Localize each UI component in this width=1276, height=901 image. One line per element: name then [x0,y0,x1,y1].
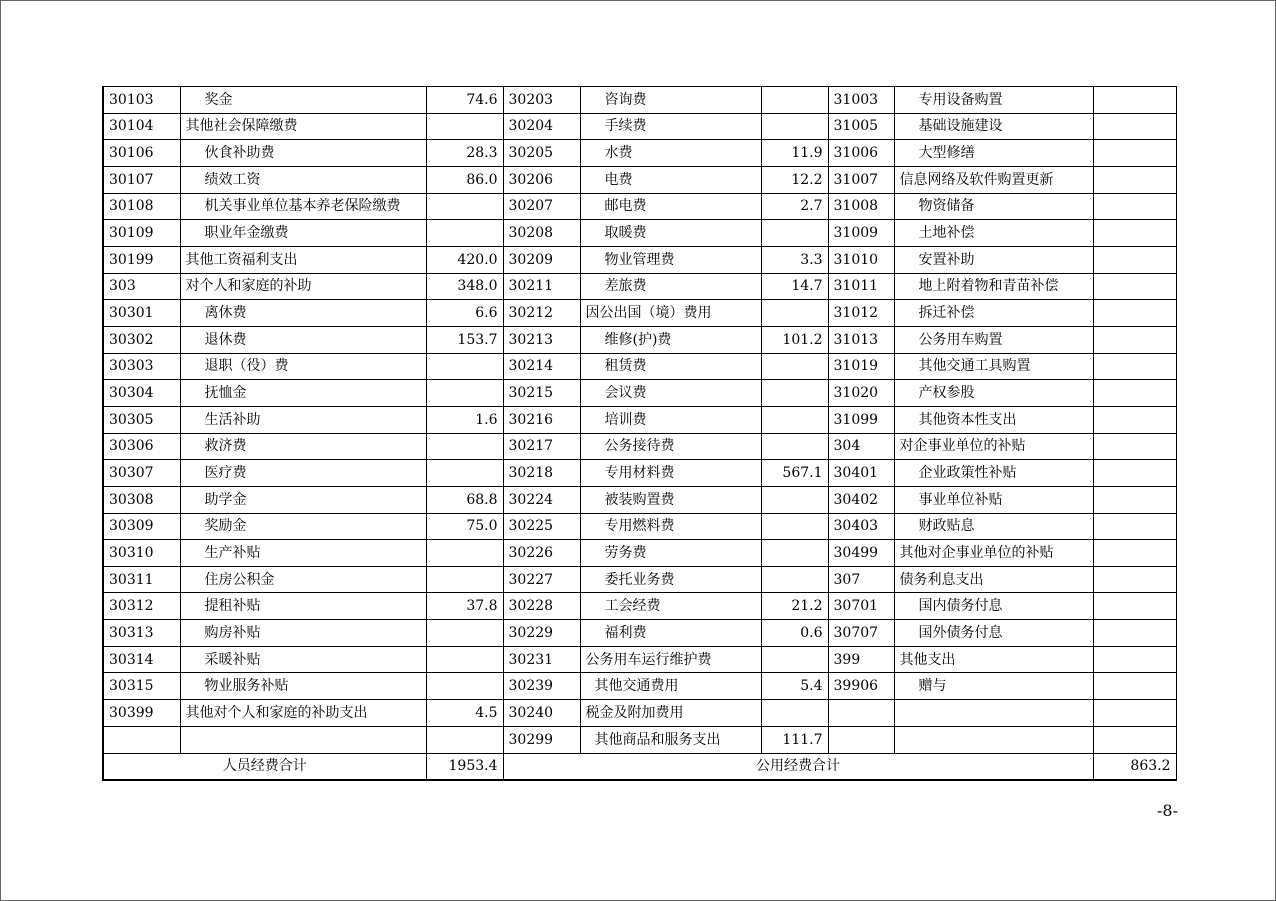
cell-value-2 [761,646,828,673]
cell-code-1: 30308 [103,486,180,513]
cell-name-2: 租赁费 [580,353,761,380]
cell-code-2: 30203 [503,87,580,114]
cell-code-2: 30231 [503,646,580,673]
cell-code-1: 30109 [103,220,180,247]
cell-name-2: 水费 [580,140,761,167]
cell-code-3: 31012 [828,300,894,327]
table-row [103,620,1176,647]
cell-name-2: 公务用车运行维护费 [580,646,761,673]
public-total-value: 863.2 [1093,753,1176,780]
cell-code-3: 31020 [828,380,894,407]
cell-code-2: 30208 [503,220,580,247]
cell-name-1: 提租补贴 [180,593,426,620]
cell-code-2: 30217 [503,433,580,460]
cell-name-1: 购房补贴 [180,620,426,647]
cell-value-3 [1093,353,1176,380]
cell-name-3: 安置补助 [894,246,1093,273]
cell-name-1: 助学金 [180,486,426,513]
cell-code-3: 30499 [828,540,894,567]
table-row [103,646,1176,673]
cell-value-2 [761,540,828,567]
cell-value-3 [1093,273,1176,300]
cell-code-3 [828,700,894,727]
cell-name-2: 工会经费 [580,593,761,620]
cell-value-1: 28.3 [426,140,503,167]
cell-value-3 [1093,140,1176,167]
cell-value-1 [426,193,503,220]
cell-name-3: 国外债务付息 [894,620,1093,647]
cell-value-3 [1093,380,1176,407]
cell-value-2: 14.7 [761,273,828,300]
table-row [103,87,1176,114]
cell-name-3: 其他支出 [894,646,1093,673]
cell-value-3 [1093,87,1176,114]
cell-value-1: 86.0 [426,166,503,193]
cell-name-2: 被装购置费 [580,486,761,513]
cell-value-3 [1093,300,1176,327]
table-row [103,406,1176,433]
cell-name-1: 医疗费 [180,460,426,487]
cell-value-3 [1093,726,1176,753]
cell-name-2: 福利费 [580,620,761,647]
cell-name-1: 其他对个人和家庭的补助支出 [180,700,426,727]
cell-code-2: 30240 [503,700,580,727]
cell-name-1: 物业服务补贴 [180,673,426,700]
cell-name-2: 咨询费 [580,87,761,114]
cell-code-3: 399 [828,646,894,673]
cell-value-1: 74.6 [426,87,503,114]
cell-code-1: 30104 [103,113,180,140]
cell-code-3: 30403 [828,513,894,540]
cell-value-1 [426,353,503,380]
cell-value-3 [1093,220,1176,247]
cell-value-2: 101.2 [761,326,828,353]
cell-name-3: 公务用车购置 [894,326,1093,353]
cell-name-2: 邮电费 [580,193,761,220]
cell-name-3: 地上附着物和青苗补偿 [894,273,1093,300]
cell-code-3: 30401 [828,460,894,487]
cell-code-1: 30309 [103,513,180,540]
cell-value-2 [761,220,828,247]
cell-code-1: 30108 [103,193,180,220]
public-total-label: 公用经费合计 [503,753,1093,780]
cell-value-2 [761,433,828,460]
table-row [103,140,1176,167]
cell-code-1: 303 [103,273,180,300]
cell-value-2: 5.4 [761,673,828,700]
cell-name-3: 事业单位补贴 [894,486,1093,513]
cell-code-2: 30228 [503,593,580,620]
cell-name-1 [180,726,426,753]
cell-value-3 [1093,193,1176,220]
table-body [103,87,1176,754]
cell-name-1: 对个人和家庭的补助 [180,273,426,300]
cell-code-3: 31009 [828,220,894,247]
cell-value-2 [761,300,828,327]
cell-value-3 [1093,700,1176,727]
cell-name-1: 抚恤金 [180,380,426,407]
cell-code-2: 30216 [503,406,580,433]
table-row [103,700,1176,727]
cell-name-2: 电费 [580,166,761,193]
cell-code-1: 30303 [103,353,180,380]
cell-name-1: 生产补贴 [180,540,426,567]
cell-code-1: 30107 [103,166,180,193]
cell-value-1 [426,380,503,407]
cell-code-3: 30707 [828,620,894,647]
table-row [103,433,1176,460]
cell-code-2: 30215 [503,380,580,407]
cell-value-2: 111.7 [761,726,828,753]
cell-code-2: 30226 [503,540,580,567]
cell-name-3: 债务利息支出 [894,566,1093,593]
cell-code-1: 30301 [103,300,180,327]
table-row [103,193,1176,220]
cell-name-2: 专用材料费 [580,460,761,487]
cell-value-1: 68.8 [426,486,503,513]
cell-code-3: 31007 [828,166,894,193]
cell-name-1: 其他工资福利支出 [180,246,426,273]
cell-code-2: 30207 [503,193,580,220]
cell-name-1: 离休费 [180,300,426,327]
cell-name-1: 机关事业单位基本养老保险缴费 [180,193,426,220]
table-row [103,166,1176,193]
cell-name-2: 专用燃料费 [580,513,761,540]
cell-value-2: 3.3 [761,246,828,273]
cell-code-2: 30205 [503,140,580,167]
cell-name-2: 其他交通费用 [580,673,761,700]
budget-table [102,86,1177,781]
cell-code-3: 307 [828,566,894,593]
cell-code-3: 31008 [828,193,894,220]
cell-code-3: 31011 [828,273,894,300]
cell-code-1: 30306 [103,433,180,460]
cell-value-3 [1093,673,1176,700]
cell-code-2: 30227 [503,566,580,593]
cell-name-3: 拆迁补偿 [894,300,1093,327]
cell-value-1: 153.7 [426,326,503,353]
cell-name-2: 培训费 [580,406,761,433]
cell-code-3: 30402 [828,486,894,513]
cell-value-1 [426,673,503,700]
cell-value-3 [1093,406,1176,433]
cell-value-1: 75.0 [426,513,503,540]
cell-code-1: 30307 [103,460,180,487]
cell-code-1 [103,726,180,753]
table-row [103,566,1176,593]
cell-name-1: 救济费 [180,433,426,460]
cell-name-2: 劳务费 [580,540,761,567]
cell-code-1: 30106 [103,140,180,167]
cell-name-3: 物资储备 [894,193,1093,220]
cell-name-1: 绩效工资 [180,166,426,193]
cell-name-1: 职业年金缴费 [180,220,426,247]
cell-value-2 [761,486,828,513]
cell-code-3: 39906 [828,673,894,700]
cell-value-2 [761,87,828,114]
cell-code-3: 31003 [828,87,894,114]
cell-value-2: 21.2 [761,593,828,620]
cell-name-3 [894,700,1093,727]
cell-value-3 [1093,593,1176,620]
table-row [103,326,1176,353]
cell-code-3: 31005 [828,113,894,140]
table-row [103,673,1176,700]
cell-name-3: 产权参股 [894,380,1093,407]
cell-code-3: 31013 [828,326,894,353]
cell-name-2: 因公出国（境）费用 [580,300,761,327]
cell-value-2: 567.1 [761,460,828,487]
cell-code-2: 30224 [503,486,580,513]
cell-value-3 [1093,646,1176,673]
cell-code-3: 31006 [828,140,894,167]
cell-value-2 [761,113,828,140]
cell-value-2 [761,566,828,593]
cell-value-1 [426,620,503,647]
cell-name-3: 国内债务付息 [894,593,1093,620]
table-row [103,273,1176,300]
cell-name-3: 其他资本性支出 [894,406,1093,433]
cell-value-3 [1093,433,1176,460]
table-row [103,113,1176,140]
cell-value-1 [426,220,503,247]
cell-code-2: 30213 [503,326,580,353]
cell-value-1 [426,566,503,593]
cell-value-3 [1093,540,1176,567]
table-row [103,540,1176,567]
cell-name-1: 其他社会保障缴费 [180,113,426,140]
cell-name-2: 公务接待费 [580,433,761,460]
cell-code-3: 31019 [828,353,894,380]
cell-name-2: 手续费 [580,113,761,140]
cell-value-3 [1093,113,1176,140]
cell-value-2 [761,380,828,407]
cell-name-3: 基础设施建设 [894,113,1093,140]
cell-value-3 [1093,166,1176,193]
cell-code-1: 30199 [103,246,180,273]
cell-name-3 [894,726,1093,753]
cell-value-3 [1093,513,1176,540]
cell-code-3: 30701 [828,593,894,620]
cell-name-3: 企业政策性补贴 [894,460,1093,487]
table-row [103,353,1176,380]
cell-code-1: 30312 [103,593,180,620]
cell-code-1: 30311 [103,566,180,593]
table-row [103,300,1176,327]
personnel-total-label: 人员经费合计 [103,753,426,780]
cell-value-1 [426,646,503,673]
cell-value-1 [426,540,503,567]
cell-name-3: 其他交通工具购置 [894,353,1093,380]
cell-name-2: 会议费 [580,380,761,407]
table-row [103,380,1176,407]
cell-name-1: 伙食补助费 [180,140,426,167]
cell-code-1: 30304 [103,380,180,407]
cell-code-1: 30310 [103,540,180,567]
cell-name-3: 土地补偿 [894,220,1093,247]
cell-code-2: 30209 [503,246,580,273]
cell-name-3: 对企事业单位的补贴 [894,433,1093,460]
cell-name-3: 赠与 [894,673,1093,700]
cell-code-2: 30225 [503,513,580,540]
table-row [103,726,1176,753]
cell-code-2: 30218 [503,460,580,487]
cell-name-3: 专用设备购置 [894,87,1093,114]
cell-code-1: 30399 [103,700,180,727]
cell-value-3 [1093,326,1176,353]
table-row [103,246,1176,273]
cell-value-2: 0.6 [761,620,828,647]
table-row [103,486,1176,513]
cell-value-3 [1093,246,1176,273]
cell-value-1 [426,726,503,753]
cell-value-3 [1093,620,1176,647]
cell-value-2 [761,700,828,727]
cell-name-2: 维修(护)费 [580,326,761,353]
cell-code-1: 30103 [103,87,180,114]
cell-value-1: 1.6 [426,406,503,433]
cell-name-1: 生活补助 [180,406,426,433]
cell-code-1: 30313 [103,620,180,647]
cell-code-2: 30212 [503,300,580,327]
cell-code-1: 30315 [103,673,180,700]
cell-code-2: 30239 [503,673,580,700]
cell-code-1: 30302 [103,326,180,353]
cell-value-3 [1093,460,1176,487]
cell-code-2: 30299 [503,726,580,753]
cell-name-2: 物业管理费 [580,246,761,273]
cell-code-2: 30214 [503,353,580,380]
cell-value-1: 348.0 [426,273,503,300]
cell-value-2: 12.2 [761,166,828,193]
cell-name-2: 委托业务费 [580,566,761,593]
cell-code-2: 30211 [503,273,580,300]
cell-value-1: 420.0 [426,246,503,273]
table-row [103,220,1176,247]
cell-name-3: 信息网络及软件购置更新 [894,166,1093,193]
cell-value-2: 2.7 [761,193,828,220]
cell-name-1: 采暖补贴 [180,646,426,673]
table-row [103,460,1176,487]
totals-row [103,753,1176,780]
cell-code-2: 30204 [503,113,580,140]
cell-value-1 [426,113,503,140]
cell-name-2: 税金及附加费用 [580,700,761,727]
cell-name-2: 取暖费 [580,220,761,247]
cell-value-1 [426,460,503,487]
cell-code-3: 31010 [828,246,894,273]
cell-value-2 [761,513,828,540]
cell-name-2: 差旅费 [580,273,761,300]
cell-name-1: 退职（役）费 [180,353,426,380]
cell-value-3 [1093,566,1176,593]
cell-name-3: 大型修缮 [894,140,1093,167]
cell-code-2: 30229 [503,620,580,647]
cell-value-3 [1093,486,1176,513]
cell-name-3: 其他对企事业单位的补贴 [894,540,1093,567]
cell-name-1: 住房公积金 [180,566,426,593]
table-row [103,513,1176,540]
cell-value-1: 37.8 [426,593,503,620]
cell-name-1: 退休费 [180,326,426,353]
cell-code-3: 304 [828,433,894,460]
cell-name-1: 奖励金 [180,513,426,540]
cell-code-3 [828,726,894,753]
cell-code-3: 31099 [828,406,894,433]
table-row [103,593,1176,620]
cell-name-2: 其他商品和服务支出 [580,726,761,753]
cell-value-1 [426,433,503,460]
cell-code-1: 30314 [103,646,180,673]
cell-code-2: 30206 [503,166,580,193]
cell-code-1: 30305 [103,406,180,433]
cell-name-1: 奖金 [180,87,426,114]
cell-value-2: 11.9 [761,140,828,167]
page-number: -8- [1157,801,1178,820]
cell-value-1: 4.5 [426,700,503,727]
cell-name-3: 财政贴息 [894,513,1093,540]
personnel-total-value: 1953.4 [426,753,503,780]
cell-value-1: 6.6 [426,300,503,327]
cell-value-2 [761,353,828,380]
cell-value-2 [761,406,828,433]
